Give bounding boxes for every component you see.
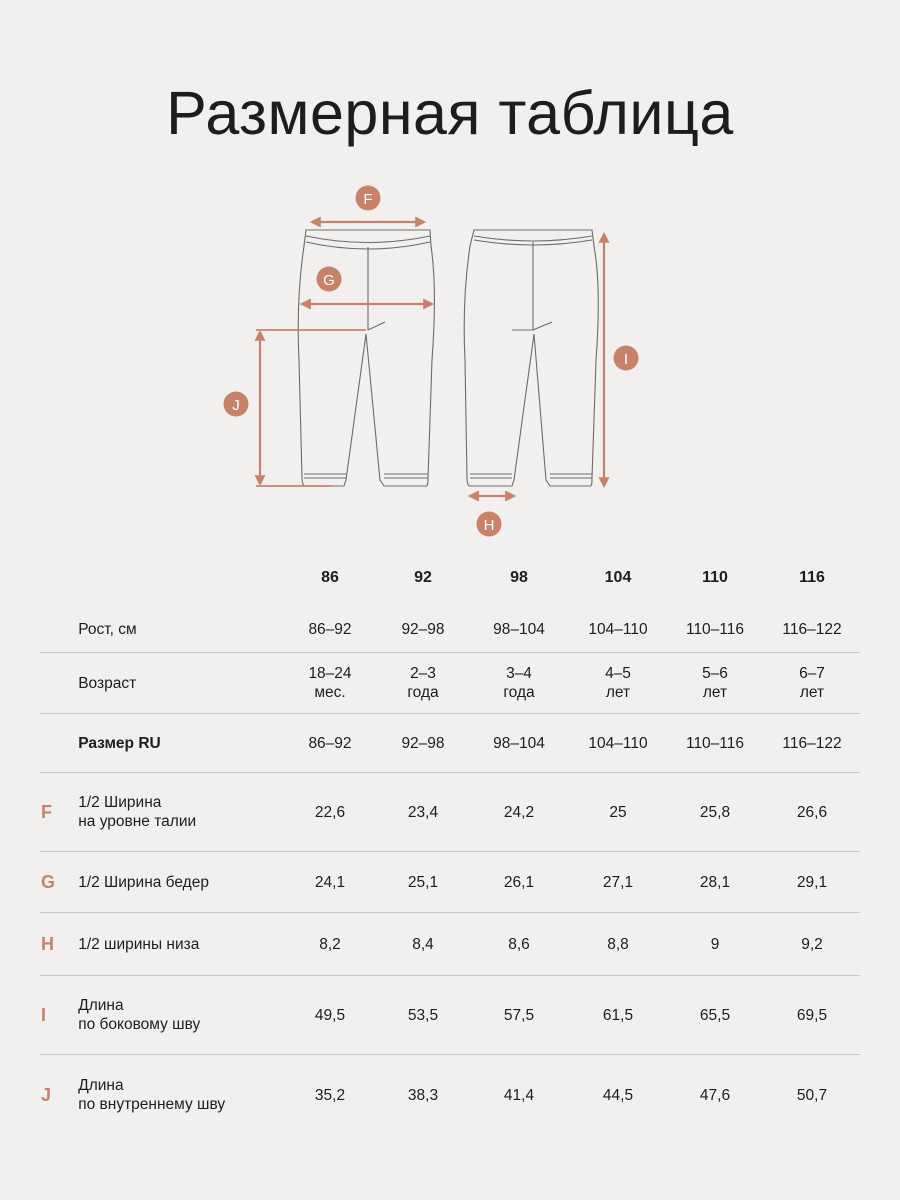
cell-line: 8,4 xyxy=(412,935,434,953)
table-cell xyxy=(282,803,378,822)
table-cell xyxy=(764,1006,860,1025)
cell-line: 38,3 xyxy=(407,1086,439,1104)
cell-line: 4–5 xyxy=(605,665,631,682)
table-cell xyxy=(378,803,468,822)
cell-line: 5–6 xyxy=(702,665,728,682)
table-cell xyxy=(378,1086,468,1105)
cell-line: 110–116 xyxy=(685,620,745,638)
row-label xyxy=(78,620,274,639)
row-label-line: Рост, см xyxy=(78,620,137,638)
table-cell xyxy=(468,803,570,822)
table-cell xyxy=(570,873,666,892)
row-label-line: 1/2 Ширина бедер xyxy=(78,873,209,891)
cell-line: 92–98 xyxy=(401,734,445,752)
table-cell xyxy=(468,873,570,892)
cell-line: 53,5 xyxy=(407,1006,439,1024)
cell-line: 44,5 xyxy=(602,1086,634,1104)
page-title: Размерная таблица xyxy=(166,79,734,147)
row-label xyxy=(78,873,274,892)
size-header: 86 xyxy=(321,568,339,586)
cell-line: 29,1 xyxy=(796,873,828,891)
cell-line: 6–7 xyxy=(799,665,825,682)
row-label-line: по внутреннему шву xyxy=(78,1096,226,1113)
cell-line: 8,6 xyxy=(508,935,530,953)
row-label-line: Возраст xyxy=(78,674,137,692)
table-cell xyxy=(666,620,764,639)
cell-line: 3–4 xyxy=(506,665,532,682)
table-cell xyxy=(764,734,860,753)
table-cell xyxy=(764,803,860,822)
cell-line: 26,1 xyxy=(503,873,535,891)
cell-line: 61,5 xyxy=(602,1006,634,1024)
cell-line: 28,1 xyxy=(699,873,731,891)
badge-g-text: G xyxy=(323,272,335,289)
cell-line: 110–116 xyxy=(685,734,745,752)
cell-line: 49,5 xyxy=(314,1006,346,1024)
cell-line: 57,5 xyxy=(503,1006,535,1024)
table-cell xyxy=(570,734,666,753)
table-cell xyxy=(282,734,378,753)
cell-line: 18–24 xyxy=(308,665,352,682)
badge-f-text: F xyxy=(363,191,373,208)
cell-line: лет xyxy=(799,684,825,701)
badge-h-text: H xyxy=(483,517,495,534)
size-header: 116 xyxy=(799,568,825,586)
row-label-line: 1/2 Ширина xyxy=(78,794,162,811)
cell-line: 2–3 xyxy=(410,665,436,682)
cell-line: 86–92 xyxy=(308,734,352,752)
cell-line: года xyxy=(407,684,439,701)
table-cell xyxy=(570,664,666,702)
badge-g xyxy=(317,267,342,292)
table-cell xyxy=(468,664,570,702)
cell-line: лет xyxy=(605,684,631,701)
cell-line: 65,5 xyxy=(699,1006,731,1024)
back-pants-drawing xyxy=(464,230,598,486)
row-label-line: 1/2 ширины низа xyxy=(78,935,200,953)
table-cell xyxy=(570,1086,666,1105)
table-cell xyxy=(666,1006,764,1025)
table-cell xyxy=(764,873,860,892)
cell-line: 22,6 xyxy=(314,803,346,821)
badge-i-text: I xyxy=(623,351,629,368)
cell-line: 25,1 xyxy=(407,873,439,891)
cell-line: 104–110 xyxy=(588,734,648,752)
table-cell xyxy=(282,935,378,954)
table-cell xyxy=(666,734,764,753)
table-cell xyxy=(378,734,468,753)
table-row xyxy=(40,773,860,852)
row-label xyxy=(78,935,274,954)
size-table xyxy=(40,548,860,1135)
table-cell xyxy=(468,1006,570,1025)
row-label xyxy=(78,1076,274,1114)
cell-line: 27,1 xyxy=(602,873,634,891)
row-marker: F xyxy=(41,801,52,822)
cell-line: 9 xyxy=(710,935,720,953)
cell-line: 116–122 xyxy=(782,620,842,638)
cell-line: 35,2 xyxy=(314,1086,346,1104)
size-header: 110 xyxy=(702,568,728,586)
table-cell xyxy=(282,1006,378,1025)
row-label xyxy=(78,996,274,1034)
table-row xyxy=(40,976,860,1055)
table-cell xyxy=(378,1006,468,1025)
table-cell xyxy=(282,873,378,892)
cell-line: 116–122 xyxy=(782,734,842,752)
cell-line: года xyxy=(503,684,535,701)
table-row xyxy=(40,913,860,976)
table-cell xyxy=(764,1086,860,1105)
size-header: 104 xyxy=(604,568,632,586)
table-cell xyxy=(468,935,570,954)
table-cell xyxy=(570,620,666,639)
table-cell xyxy=(666,664,764,702)
row-label xyxy=(78,674,274,693)
cell-line: 24,2 xyxy=(503,803,535,821)
cell-line: 98–104 xyxy=(493,620,545,638)
badge-j-text: J xyxy=(232,397,240,414)
row-label-line: Длина xyxy=(78,997,124,1014)
table-cell xyxy=(764,664,860,702)
size-header: 98 xyxy=(510,568,528,586)
row-marker: I xyxy=(41,1004,47,1025)
table-cell xyxy=(378,664,468,702)
badge-i xyxy=(614,346,639,371)
table-cell xyxy=(666,803,764,822)
table-cell xyxy=(378,620,468,639)
table-row xyxy=(40,606,860,653)
table-cell xyxy=(282,620,378,639)
cell-line: 92–98 xyxy=(401,620,445,638)
row-label-line: на уровне талии xyxy=(78,813,197,830)
badge-j xyxy=(224,392,249,417)
table-cell xyxy=(570,1006,666,1025)
table-cell xyxy=(764,620,860,639)
badge-f xyxy=(356,186,381,211)
cell-line: 41,4 xyxy=(503,1086,535,1104)
cell-line: 98–104 xyxy=(493,734,545,752)
pants-diagram xyxy=(0,170,900,550)
cell-line: 47,6 xyxy=(699,1086,731,1104)
row-label-line: по боковому шву xyxy=(78,1016,201,1033)
table-cell xyxy=(666,873,764,892)
cell-line: 69,5 xyxy=(796,1006,828,1024)
cell-line: лет xyxy=(702,684,728,701)
table-cell xyxy=(666,1086,764,1105)
row-label xyxy=(78,793,274,831)
cell-line: 26,6 xyxy=(796,803,828,821)
cell-line: 25,8 xyxy=(699,803,731,821)
cell-line: 86–92 xyxy=(308,620,352,638)
badge-h xyxy=(477,512,502,537)
table-row xyxy=(40,714,860,773)
table-cell xyxy=(378,935,468,954)
cell-line: мес. xyxy=(314,684,346,701)
cell-line: 104–110 xyxy=(588,620,648,638)
row-marker: G xyxy=(41,871,56,892)
table-cell xyxy=(570,935,666,954)
cell-line: 24,1 xyxy=(314,873,346,891)
table-cell xyxy=(468,734,570,753)
table-cell xyxy=(666,935,764,954)
row-marker: H xyxy=(41,933,54,954)
row-label xyxy=(78,734,274,753)
cell-line: 50,7 xyxy=(796,1086,828,1104)
cell-line: 8,2 xyxy=(319,935,341,953)
table-row xyxy=(40,852,860,913)
row-label-line: Длина xyxy=(78,1077,124,1094)
size-header-row xyxy=(40,548,860,606)
table-cell xyxy=(468,1086,570,1105)
table-cell xyxy=(764,935,860,954)
table-cell xyxy=(570,803,666,822)
table-cell xyxy=(468,620,570,639)
row-marker: J xyxy=(41,1084,52,1105)
table-cell xyxy=(378,873,468,892)
row-label-line: Размер RU xyxy=(78,734,161,752)
cell-line: 9,2 xyxy=(801,935,823,953)
cell-line: 25 xyxy=(609,803,627,821)
cell-line: 8,8 xyxy=(607,935,629,953)
table-cell xyxy=(282,1086,378,1105)
pants-illustration xyxy=(0,170,900,550)
table-row xyxy=(40,653,860,714)
table-row xyxy=(40,1055,860,1135)
front-pants-drawing xyxy=(298,230,434,486)
table-cell xyxy=(282,664,378,702)
size-header: 92 xyxy=(414,568,432,586)
cell-line: 23,4 xyxy=(407,803,439,821)
